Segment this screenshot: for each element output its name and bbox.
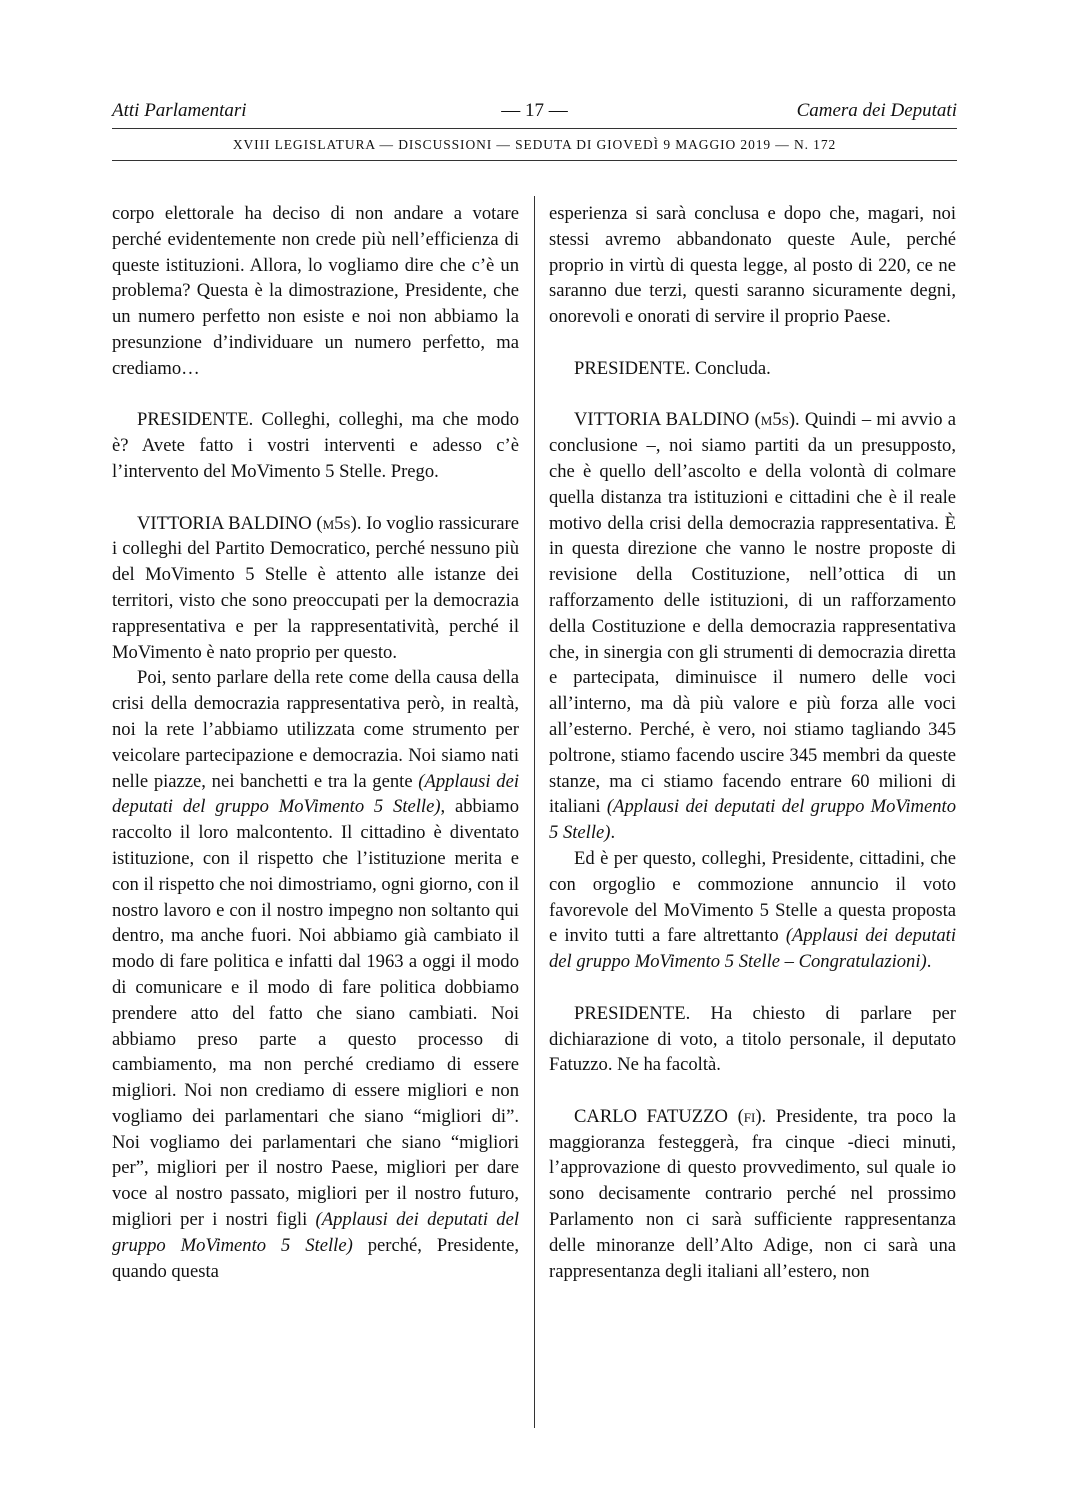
paragraph (549, 407, 956, 846)
paragraph: PRESIDENTE. Colleghi, colleghi, ma che modo è? Avete fatto i vostri interventi e adesso c’è l’intervento del MoVimento 5 Stelle. Prego. (112, 409, 519, 482)
speaker-name: VITTORIA BALDINO (137, 512, 312, 534)
header-rule-top (112, 128, 957, 129)
speech-text: Quindi – mi avvio a conclusione –, noi siamo partiti da un presupposto, che è quello dell’ascolto e della volontà di colmare quella distanza tra istituzioni e cittadini che è il reale motivo della crisi della democrazia rappresentativa. È in questa direzione che vanno le nostre proposte di revisione della Costituzione, nell’ottica di un rafforzamento delle istituzioni, di un rafforzamento della Costituzione e della democrazia rappresentativa che, in sinergia con gli strumenti di democrazia diretta e partecipata, diminuisce il numero delle voci all’interno, ma dà più valore e più forza alle voci all’esterno. Perché, è vero, noi stiamo tagliando 345 poltrone, stiamo facendo uscire 345 membri da queste stanze, ma ci stiamo facendo entrare 60 milioni di italiani (549, 409, 957, 818)
speech-text: . (926, 951, 932, 973)
right-column (549, 201, 956, 1284)
speaker-name: VITTORIA BALDINO (574, 409, 750, 431)
paragraph (549, 846, 956, 975)
party-open: ( (727, 1105, 744, 1127)
applause-note: (Applausi dei deputati del gruppo MoVimento 5 Stelle) (112, 770, 520, 818)
party-abbrev: fi (743, 1105, 756, 1127)
speech-text: Io voglio rassicurare i colleghi del Partito Democratico, perché nessuno più del MoVimento 5 Stelle è attento alle istanze dei territori, visto che sono preoccupati per la democrazia rappresentativa e per la rappresentatività, perché il MoVimento è nato proprio per questo. (112, 512, 519, 663)
party-close: ). (755, 1105, 767, 1127)
party-abbrev: m5s (760, 409, 789, 431)
applause-note: (Applausi dei deputati del gruppo MoVimento 5 Stelle) (549, 796, 956, 844)
party-close: ). (350, 512, 362, 534)
speech-text: Presidente, tra poco la maggioranza festeggerà, fra cinque -dieci minuti, l’approvazione di questo provvedimento, sul quale io sono decisamente contrario perché nel prossimo Parlamento non ci sarà sufficiente rappresentanza delle minoranze dell’Alto Adige, non ci sarà una rappresentanza degli italiani all’estero, non (549, 1105, 957, 1282)
speech-text: , abbiamo raccolto il loro malcontento. Il cittadino è diventato istituzione, con il rispetto che l’istituzione merita e con il rispetto che noi dimostriamo, ogni giorno, con il nostro lavoro e con il nostro impegno non soltanto qui dentro, ma anche fuori. Noi abbiamo già cambiato il modo di fare politica e infatti dal 1963 a oggi il modo di comunicare e il modo di fare politica dobbiamo prendere atto del fatto che siano cambiati. Noi abbiamo preso parte a questo processo di cambiamento, ma non perché crediamo di essere migliori. Noi non crediamo di essere migliori e non vogliamo dei parlamentari che siano “migliori di”. Noi vogliamo dei parlamentari che siano “migliori per”, migliori per il nostro Paese, migliori per dare voce al nostro passato, migliori per il nostro futuro, migliori per i nostri figli (112, 796, 520, 1231)
speech-text: perché, Presidente, quando questa (112, 1234, 520, 1282)
party-open: ( (311, 512, 323, 534)
paragraph (549, 1104, 956, 1285)
left-column (112, 201, 519, 1284)
paragraph (112, 511, 519, 666)
page-header (112, 100, 957, 130)
column-divider (534, 196, 535, 1428)
paragraph: esperienza si sarà conclusa e dopo che, magari, noi stessi avremo abbandonato queste Aule, perché proprio in virtù di questa legge, al posto di 220, ce ne saranno due terzi, questi saranno sicuramente degni, onorevoli e onorati di servire il proprio Paese. (549, 203, 956, 328)
party-open: ( (749, 409, 761, 431)
header-rule-bottom (112, 160, 957, 161)
paragraph: corpo elettorale ha deciso di non andare a votare perché evidentemente non crede più nell’efficienza di queste istituzioni. Allora, lo vogliamo dire che c’è un problema? Questa è la dimostrazione, Presidente, che un numero perfetto non esiste e noi non abbiamo la presunzione d’individuare un numero perfetto, ma crediamo… (112, 203, 519, 379)
header-right: Camera dei Deputati (796, 100, 957, 121)
paragraph: PRESIDENTE. Ha chiesto di parlare per dichiarazione di voto, a titolo personale, il deputato Fatuzzo. Ne ha facoltà. (549, 1002, 956, 1076)
header-left: Atti Parlamentari (112, 100, 247, 121)
party-close: ). (788, 409, 800, 431)
speech-text: . (610, 822, 616, 844)
paragraph: PRESIDENTE. Concluda. (574, 357, 771, 379)
speaker-name: CARLO FATUZZO (574, 1105, 728, 1127)
page-number: — 17 — (501, 100, 568, 121)
party-abbrev: m5s (322, 512, 351, 534)
speech-text: Poi, sento parlare della rete come della causa della crisi della democrazia rappresentativa però, in realtà, noi la rete l’abbiamo utilizzata come strumento per veicolare partecipazione e democrazia. Noi siamo nati nelle piazze, nei banchetti e tra la gente (112, 667, 519, 792)
paragraph (112, 665, 519, 1284)
applause-note: (Applausi dei deputati del gruppo MoVimento 5 Stelle) (112, 1209, 519, 1256)
header-subtitle: XVIII LEGISLATURA — DISCUSSIONI — SEDUTA DI GIOVEDÌ 9 MAGGIO 2019 — N. 172 (232, 137, 837, 152)
speech-text: Ed è per questo, colleghi, Presidente, cittadini, che con orgoglio e commozione annuncio il voto favorevole del MoVimento 5 Stelle a questa proposta e invito tutti a fare altrettanto (549, 847, 956, 947)
applause-note: (Applausi dei deputati del gruppo MoVimento 5 Stelle – Congratulazioni) (549, 925, 956, 973)
